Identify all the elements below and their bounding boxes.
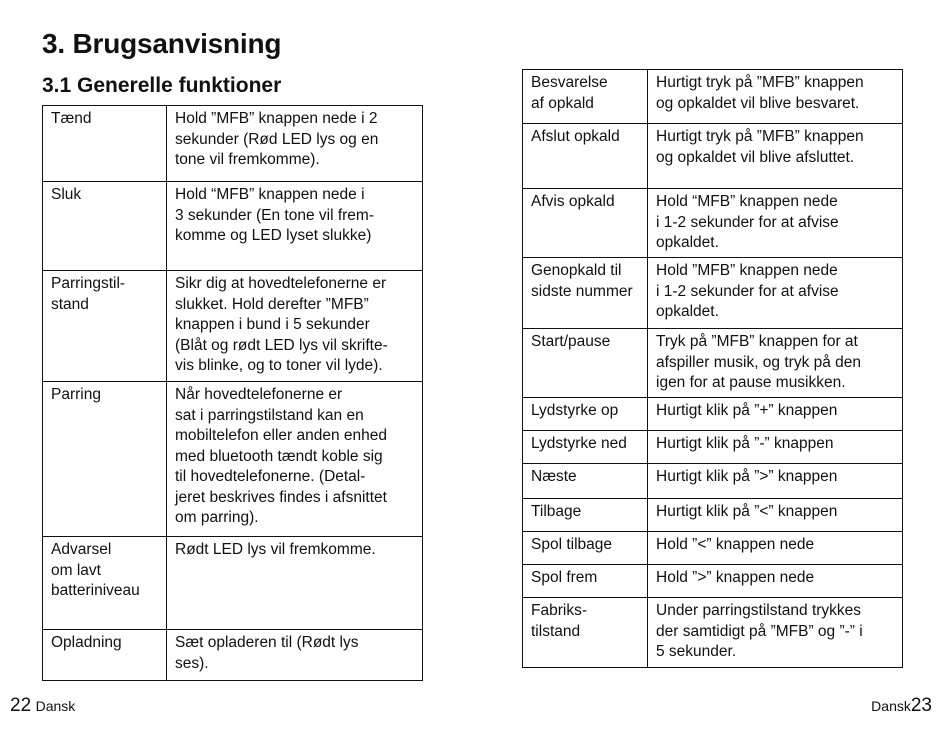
function-description: Hold “MFB” knappen nede i 1-2 sekunder for at afvise opkaldet. (648, 189, 903, 258)
table-row (523, 431, 903, 464)
function-label: Advarsel om lavt batteriniveau (43, 537, 167, 630)
function-description: Hold “MFB” knappen nede i 3 sekunder (En tone vil frem- komme og LED lyset slukke) (167, 182, 423, 271)
function-label: Parringstil- stand (43, 271, 167, 382)
function-label: Parring (43, 382, 167, 537)
table-row (43, 382, 423, 537)
function-description: Hurtigt klik på ”>” knappen (648, 464, 903, 499)
table-row (43, 106, 423, 182)
function-label: Spol tilbage (523, 532, 648, 565)
function-description: Hold ”MFB” knappen nede i 2 sekunder (Rød LED lys og en tone vil fremkomme). (167, 106, 423, 182)
table-row (43, 182, 423, 271)
function-label: Lydstyrke ned (523, 431, 648, 464)
page-number: 23 (910, 695, 932, 716)
function-description: Rødt LED lys vil fremkomme. (167, 537, 423, 630)
function-label: Genopkald til sidste nummer (523, 258, 648, 329)
function-description: Hurtigt tryk på ”MFB” knappen og opkaldet vil blive besvaret. (648, 70, 903, 124)
function-description: Hurtigt klik på ”-” knappen (648, 431, 903, 464)
function-description: Sikr dig at hovedtelefonerne er slukket. Hold derefter ”MFB” knappen i bund i 5 sekunder (Blåt og rødt LED lys vil skrifte- vis blinke, og to toner vil lyde). (167, 271, 423, 382)
table-row (523, 499, 903, 532)
function-description: Under parringstilstand trykkes der samtidigt på ”MFB” og ”-” i 5 sekunder. (648, 598, 903, 668)
page-number-left (10, 695, 75, 717)
function-description: Hurtigt klik på ”+” knappen (648, 398, 903, 431)
function-label: Tilbage (523, 499, 648, 532)
function-label: Fabriks- tilstand (523, 598, 648, 668)
table-row (43, 630, 423, 681)
table-row (523, 189, 903, 258)
function-description: Hold ”MFB” knappen nede i 1-2 sekunder for at afvise opkaldet. (648, 258, 903, 329)
language-label: Dansk (35, 698, 76, 714)
function-label: Opladning (43, 630, 167, 681)
table-row (523, 329, 903, 398)
page-number-right (871, 695, 932, 717)
function-description: Hold ”<” knappen nede (648, 532, 903, 565)
function-label: Tænd (43, 106, 167, 182)
function-description: Når hovedtelefonerne er sat i parringstilstand kan en mobiltelefon eller anden enhed med bluetooth tændt koble sig til hovedtelefonerne. (Detal- jeret beskrives findes i afsnittet om parring). (167, 382, 423, 537)
section-heading: 3.1 Generelle funktioner (42, 74, 282, 97)
table-row (523, 532, 903, 565)
function-description: Tryk på ”MFB” knappen for at afspiller musik, og tryk på den igen for at pause musikken. (648, 329, 903, 398)
table-row (523, 464, 903, 499)
table-row (523, 398, 903, 431)
table-row (43, 271, 423, 382)
call-music-functions-table (522, 69, 903, 668)
page-number: 22 (10, 695, 32, 716)
function-label: Afvis opkald (523, 189, 648, 258)
table-row (523, 598, 903, 668)
language-label: Dansk (871, 698, 911, 714)
function-label: Besvarelse af opkald (523, 70, 648, 124)
page-title: 3. Brugsanvisning (42, 28, 282, 59)
function-description: Hurtigt tryk på ”MFB” knappen og opkaldet vil blive afsluttet. (648, 124, 903, 189)
function-label: Afslut opkald (523, 124, 648, 189)
table-row (523, 124, 903, 189)
table-row (523, 258, 903, 329)
function-label: Sluk (43, 182, 167, 271)
function-label: Spol frem (523, 565, 648, 598)
function-label: Start/pause (523, 329, 648, 398)
table-row (523, 70, 903, 124)
function-label: Næste (523, 464, 648, 499)
function-label: Lydstyrke op (523, 398, 648, 431)
table-row (43, 537, 423, 630)
table-row (523, 565, 903, 598)
function-description: Sæt opladeren til (Rødt lys ses). (167, 630, 423, 681)
function-description: Hurtigt klik på ”<” knappen (648, 499, 903, 532)
function-description: Hold ”>” knappen nede (648, 565, 903, 598)
general-functions-table (42, 105, 423, 681)
